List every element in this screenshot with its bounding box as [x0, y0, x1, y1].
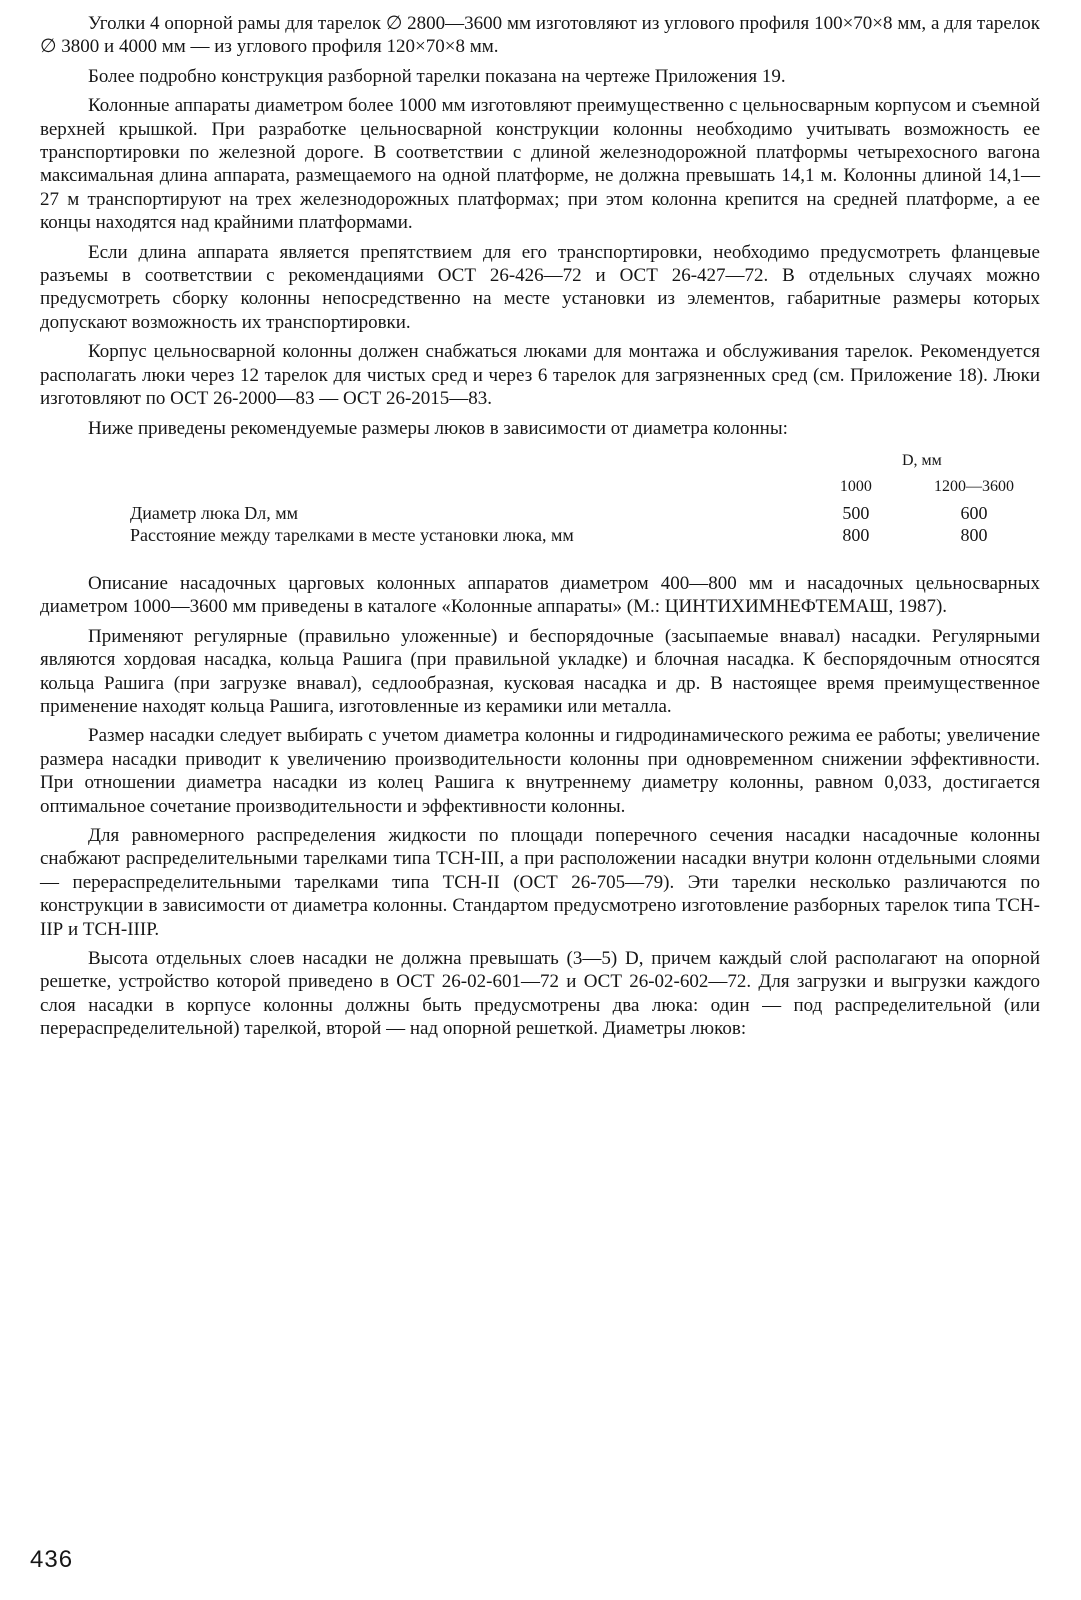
table-header-row	[40, 450, 1040, 476]
paragraph-distribution-trays: Для равномерного распределения жидкости по площади поперечного сечения насадки насадочные колонны снабжают распределительными тарелками типа ТСН-III, а при расположении насадки внутри колонн отдельными слоями — перераспределительными тарелками типа ТСН-II (ОСТ 26-705—79). Эти тарелки несколько различаются по конструкции в зависимости от диаметра колонны. Стандартом предусмотрено изготовление разборных тарелок типа ТСН-IIР и ТСН-IIIР.	[40, 824, 1040, 940]
document-page	[40, 12, 1040, 1047]
paragraph-appendix-19-reference: Более подробно конструкция разборной тарелки показана на чертеже Приложения 19.	[88, 65, 786, 87]
table-cell: 800	[960, 524, 988, 545]
table-cell: 600	[960, 502, 988, 523]
column-diameter-header: D, мм	[901, 451, 942, 469]
paragraph-packed-columns-catalog: Описание насадочных царговых колонных аппаратов диаметром 400—800 мм и насадочных цельносварных диаметром 1000—3600 мм приведены в каталоге «Колонные аппараты» (М.: ЦИНТИХИМНЕФТЕМАШ, 1987).	[40, 572, 1040, 618]
paragraph-welded-column-transport: Колонные аппараты диаметром более 1000 мм изготовляют преимущественно с цельносварным корпусом и съемной верхней крышкой. При разработке цельносварной конструкции колонны необходимо учитывать возможность ее транспортировки по железной дороге. В соответствии с длиной железнодорожной платформы четырехосного вагона максимальная длина аппарата, размещаемого на одной платформе, не должна превышать 14,1 м. Колонны длиной 14,1—27 м транспортируют на трех железнодорожных платформах; при этом колонна крепится на средней платформе, а ее концы находятся над крайними платформами.	[40, 95, 1040, 234]
paragraph-packing-types: Применяют регулярные (правильно уложенные) и беспорядочные (засыпаемые внавал) насадки. Регулярными являются хордовая насадка, кольца Рашига (при правильной укладке) и блочная насадка. К беспорядочным относятся кольца Рашига (при загрузке внавал), седлообразная, кусковая насадка и др. В настоящее время преимущественное применение находят кольца Рашига, изготовленные из керамики или металла.	[40, 625, 1040, 717]
table-row	[40, 502, 1040, 524]
row-label: Расстояние между тарелками в месте установки люка, мм	[130, 524, 574, 545]
table-header-row	[40, 476, 1040, 502]
paragraph-packing-size: Размер насадки следует выбирать с учетом диаметра колонны и гидродинамического режима ее работы; увеличение размера насадки приводит к увеличению производительности колонны при одновременном снижении эффективности. При отношении диаметра насадки из колец Рашига к внутреннему диаметру колонны, равном 0,033, достигается оптимальное сочетание производительности и эффективности колонны.	[40, 725, 1040, 817]
paragraph-manhole-sizes-intro: Ниже приведены рекомендуемые размеры люков в зависимости от диаметра колонны:	[88, 417, 788, 439]
table-cell: 800	[842, 524, 870, 545]
paragraph-flange-joints: Если длина аппарата является препятствием для его транспортировки, необходимо предусмотреть фланцевые разъемы в соответствии с рекомендациями ОСТ 26-426—72 и ОСТ 26-427—72. В отдельных случаях можно предусмотреть сборку колонны непосредственно на месте установки из элементов, габаритные размеры которых допускают возможность их транспортировки.	[40, 241, 1040, 333]
page-number: 436	[30, 1546, 74, 1573]
paragraph-manholes: Корпус цельносварной колонны должен снабжаться люками для монтажа и обслуживания тарелок. Рекомендуется располагать люки через 12 тарелок для чистых сред и через 6 тарелок для загрязненных сред (см. Приложение 18). Люки изготовляют по ОСТ 26-2000—83 — ОСТ 26-2015—83.	[40, 341, 1040, 410]
table-row	[40, 524, 1040, 546]
paragraph-packing-layers: Высота отдельных слоев насадки не должна превышать (3—5) D, причем каждый слой располагают на опорной решетке, устройство которой приведено в ОСТ 26-02-601—72 и ОСТ 26-02-602—72. Для загрузки и выгрузки каждого слоя насадки в корпусе колонны должны быть предусмотрены два люка: один — под распределительной (или перераспределительной) тарелкой, второй — над опорной решеткой. Диаметры люков:	[40, 948, 1040, 1040]
row-label: Диаметр люка Dл, мм	[130, 502, 299, 523]
column-header: 1200—3600	[933, 477, 1014, 495]
column-header: 1000	[839, 477, 872, 495]
table-cell: 500	[842, 502, 870, 523]
manhole-size-table	[40, 450, 1040, 546]
paragraph-support-frame-angles: Уголки 4 опорной рамы для тарелок ∅ 2800—3600 мм изготовляют из углового профиля 100×70×8 мм, а для тарелок ∅ 3800 и 4000 мм — из углового профиля 120×70×8 мм.	[40, 13, 1040, 58]
